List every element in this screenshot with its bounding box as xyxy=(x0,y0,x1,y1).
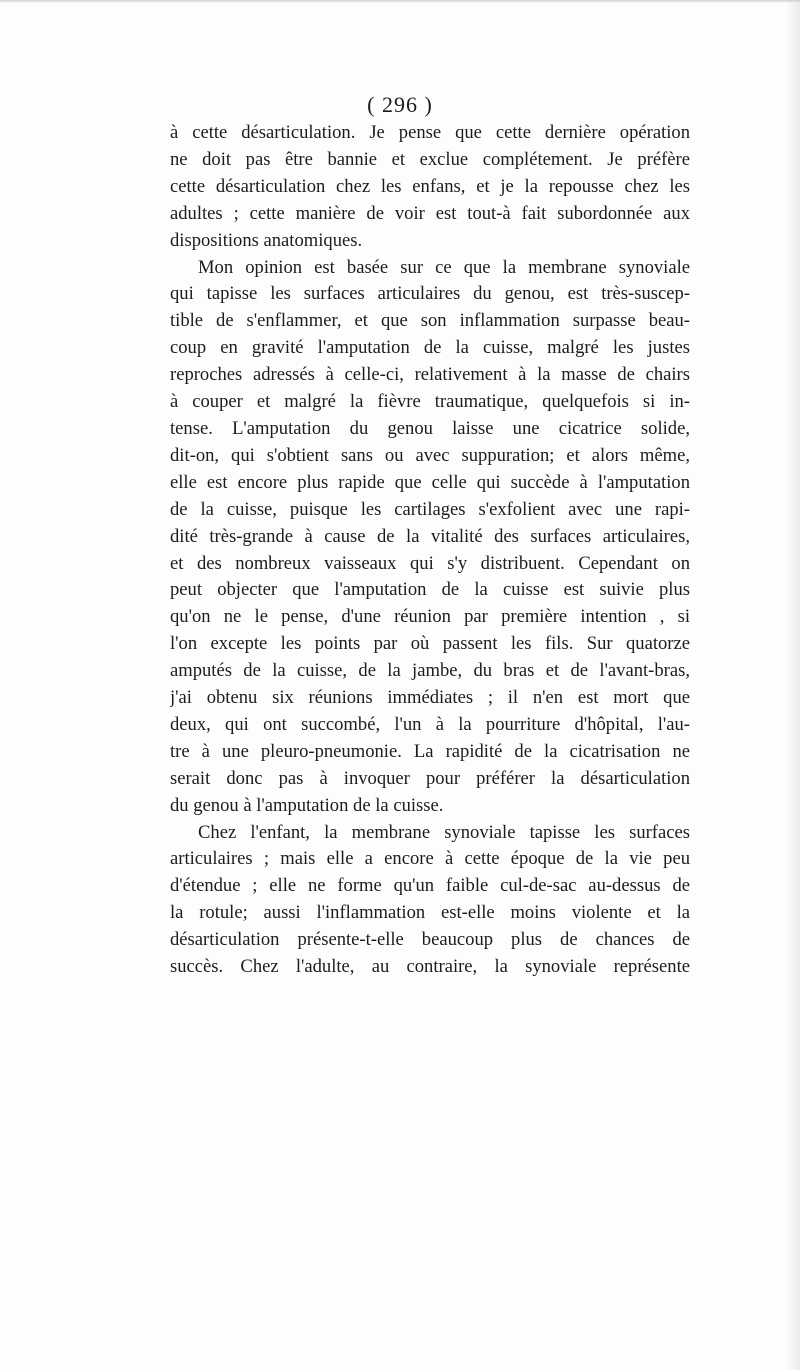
text-line: articulaires ; mais elle a encore à cette époque de la vie peu xyxy=(170,848,690,870)
text-line: la rotule; aussi l'inflammation est-elle moins violente et la xyxy=(170,902,690,924)
paragraph xyxy=(170,820,690,981)
paragraph xyxy=(170,120,690,255)
text-line: de la cuisse, puisque les cartilages s'exfolient avec une rapi- xyxy=(170,498,690,520)
text-line: à cette désarticulation. Je pense que cette dernière opération xyxy=(170,122,690,143)
text-line: qu'on ne le pense, d'une réunion par première intention , si xyxy=(170,606,690,628)
text-line: tense. L'amputation du genou laisse une cicatrice solide, xyxy=(170,417,690,439)
text-line: dit-on, qui s'obtient sans ou avec suppuration; et alors même, xyxy=(170,444,690,466)
text-line: à couper et malgré la fièvre traumatique, quelquefois si in- xyxy=(170,391,690,413)
text-line: et des nombreux vaisseaux qui s'y distribuent. Cependant on xyxy=(170,552,690,574)
text-line: adultes ; cette manière de voir est tout-à fait subordonnée aux xyxy=(170,202,690,224)
text-line: tre à une pleuro-pneumonie. La rapidité de la cicatrisation ne xyxy=(170,740,690,762)
text-line: ne doit pas être bannie et exclue complétement. Je préfère xyxy=(170,148,690,170)
body-text xyxy=(170,120,690,981)
page-edge-shadow xyxy=(786,0,800,1370)
text-line: succès. Chez l'adulte, au contraire, la synoviale représente xyxy=(170,956,690,978)
text-line: coup en gravité l'amputation de la cuisse, malgré les justes xyxy=(170,337,690,359)
text-line: tible de s'enflammer, et que son inflammation surpasse beau- xyxy=(170,310,690,332)
paragraph xyxy=(170,255,690,820)
text-line: Chez l'enfant, la membrane synoviale tapisse les surfaces xyxy=(198,821,690,843)
text-line: qui tapisse les surfaces articulaires du genou, est très-suscep- xyxy=(170,283,690,305)
text-line: dispositions anatomiques. xyxy=(170,229,363,251)
page-top-edge xyxy=(0,0,800,3)
text-line: cette désarticulation chez les enfans, et je la repousse chez les xyxy=(170,175,690,197)
text-line: j'ai obtenu six réunions immédiates ; il n'en est mort que xyxy=(170,687,690,709)
text-line: reproches adressés à celle-ci, relativement à la masse de chairs xyxy=(170,364,690,386)
text-line: l'on excepte les points par où passent les fils. Sur quatorze xyxy=(170,633,690,655)
text-line: désarticulation présente-t-elle beaucoup plus de chances de xyxy=(170,929,690,951)
text-line: serait donc pas à invoquer pour préférer la désarticulation xyxy=(170,767,690,789)
text-line: d'étendue ; elle ne forme qu'un faible cul-de-sac au-dessus de xyxy=(170,875,690,897)
text-line: deux, qui ont succombé, l'un à la pourriture d'hôpital, l'au- xyxy=(170,713,690,735)
text-line: elle est encore plus rapide que celle qui succède à l'amputation xyxy=(170,471,690,493)
text-line: Mon opinion est basée sur ce que la membrane synoviale xyxy=(198,256,690,278)
text-line: peut objecter que l'amputation de la cuisse est suivie plus xyxy=(170,579,690,601)
text-line: amputés de la cuisse, de la jambe, du bras et de l'avant-bras, xyxy=(170,660,690,682)
text-line: dité très-grande à cause de la vitalité des surfaces articulaires, xyxy=(170,525,690,547)
page-number: ( 296 ) xyxy=(367,92,433,117)
text-line: du genou à l'amputation de la cuisse. xyxy=(170,794,444,816)
